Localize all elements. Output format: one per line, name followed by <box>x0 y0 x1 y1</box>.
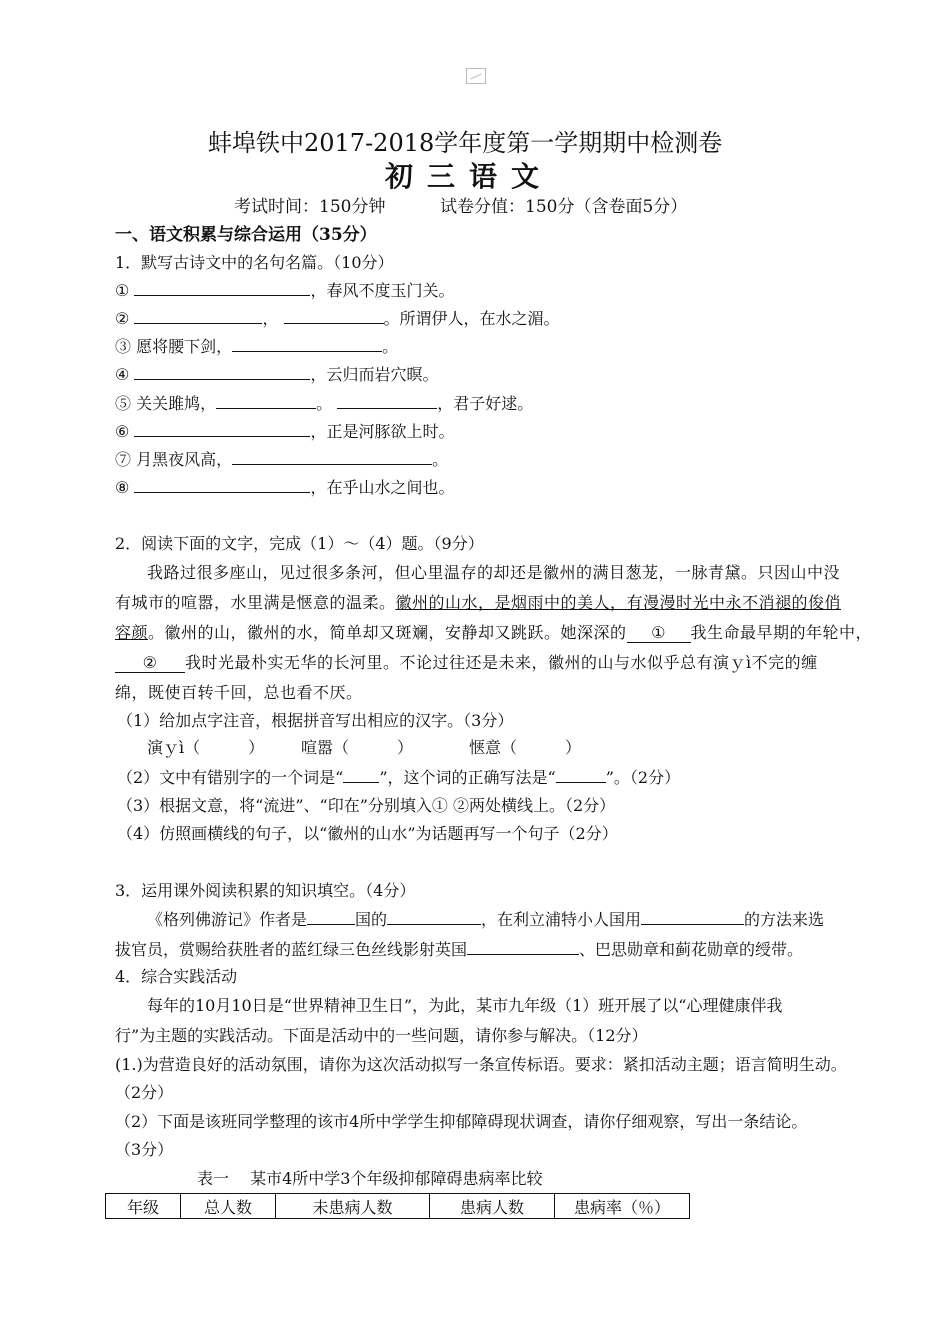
underlined-sentence-end: 容颜 <box>115 623 149 642</box>
q2-passage-line-2: 有城市的喧嚣，水里满是惬意的温柔。徽州的山水，是烟雨中的美人，有漫漫时光中永不消褪的俊俏 <box>115 593 842 612</box>
image-placeholder-icon <box>466 68 486 84</box>
q3-prompt: 3．运用课外阅读积累的知识填空。（4分） <box>115 881 416 900</box>
table-header-cell: 未患病人数 <box>276 1194 430 1219</box>
q1-prompt: 1．默写古诗文中的名句名篇。（10分） <box>115 253 394 272</box>
answer-blank[interactable] <box>343 768 379 783</box>
q2-sub1-c[interactable]: 惬意（ ） <box>469 738 582 757</box>
answer-blank[interactable] <box>232 450 432 465</box>
table-header-cell: 总人数 <box>181 1194 276 1219</box>
answer-blank[interactable] <box>216 394 316 409</box>
table-caption: 表一 某市4所中学3个年级抑郁障碍患病率比较 <box>197 1169 543 1188</box>
blank-2[interactable]: ② <box>115 653 185 673</box>
q4-intro-line-1: 每年的10月10日是“世界精神卫生日”，为此，某市九年级（1）班开展了以“心理健康伴我 <box>147 996 783 1015</box>
q3-line-2: 拔官员，赏赐给获胜者的蓝红绿三色丝线影射英国 、巴思勋章和蓟花勋章的绶带。 <box>115 940 804 959</box>
q1-line-4: ④ ，云归而岩穴暝。 <box>115 365 439 384</box>
answer-blank[interactable] <box>641 910 744 925</box>
answer-blank[interactable] <box>387 910 481 925</box>
answer-blank[interactable] <box>134 478 310 493</box>
depression-rate-table <box>105 1193 690 1219</box>
answer-blank[interactable] <box>467 940 579 955</box>
table-header-cell: 患病率（％） <box>555 1194 690 1219</box>
answer-blank[interactable] <box>232 337 382 352</box>
q1-line-6: ⑥ ，正是河豚欲上时。 <box>115 422 455 441</box>
page-title: 蚌埠铁中2017-2018学年度第一学期期中检测卷 <box>208 129 723 157</box>
blank-1[interactable]: ① <box>627 623 691 643</box>
subject-title: 初三语文 <box>385 160 554 193</box>
q2-sub3: （3）根据文意，将“流进”、“印在”分别填入① ②两处横线上。（2分） <box>117 796 616 815</box>
q4-prompt: 4．综合实践活动 <box>115 967 238 986</box>
q2-sub2: （2）文中有错别字的一个词是“ ”，这个词的正确写法是“ ”。（2分） <box>117 768 681 787</box>
table-header-cell: 年级 <box>106 1194 181 1219</box>
q1-line-5: ⑤ 关关雎鸠， 。 ，君子好逑。 <box>115 394 534 413</box>
q2-sub1: （1）给加点字注音，根据拼音写出相应的汉字。（3分） <box>117 711 514 730</box>
q2-passage-line-5: 绵，既使百转千回，总也看不厌。 <box>115 683 363 702</box>
answer-blank[interactable] <box>134 422 310 437</box>
answer-blank[interactable] <box>284 309 384 324</box>
table-header-cell: 患病人数 <box>430 1194 555 1219</box>
q1-line-3: ③ 愿将腰下剑， 。 <box>115 337 399 356</box>
underlined-sentence: 徽州的山水，是烟雨中的美人，有漫漫时光中永不消褪的俊俏 <box>395 593 842 612</box>
q4-sub2: （2）下面是该班同学整理的该市4所中学学生抑郁障碍现状调查，请你仔细观察，写出一条结论。 <box>115 1112 808 1131</box>
q2-sub4: （4）仿照画横线的句子，以“徽州的山水”为话题再写一个句子（2分） <box>117 824 618 843</box>
q4-sub1-points: （2分） <box>115 1083 174 1102</box>
section-title: 一、语文积累与综合运用（35分） <box>115 225 377 245</box>
q4-sub1: (1.)为营造良好的活动氛围，请你为这次活动拟写一条宣传标语。要求：紧扣活动主题；语言简明生动。 <box>115 1055 847 1074</box>
q2-passage-line-3: 容颜。徽州的山，徽州的水，简单却又斑斓，安静却又跳跃。她深深的 ① 我生命最早期的年轮中， <box>115 623 873 642</box>
answer-blank[interactable] <box>556 768 606 783</box>
answer-blank[interactable] <box>337 394 437 409</box>
answer-blank[interactable] <box>134 281 310 296</box>
table-header-row <box>106 1194 690 1219</box>
q2-prompt: 2．阅读下面的文字，完成（1）～（4）题。（9分） <box>115 534 484 553</box>
q1-line-7: ⑦ 月黑夜风高， 。 <box>115 450 449 469</box>
answer-blank[interactable] <box>134 365 310 380</box>
q4-sub2-points: （3分） <box>115 1140 174 1159</box>
answer-blank[interactable] <box>307 910 355 925</box>
q2-passage-line-1: 我路过很多座山，见过很多条河，但心里温存的却还是徽州的满目葱茏，一脉青黛。只因山中没 <box>147 563 841 582</box>
q1-line-2: ② ， 。所谓伊人，在水之湄。 <box>115 309 560 328</box>
q2-sub1-b[interactable]: 喧嚣（ ） <box>301 738 414 757</box>
q1-line-8: ⑧ ，在乎山水之间也。 <box>115 478 455 497</box>
q2-sub1-a[interactable]: 演ｙì（ ） <box>147 738 265 757</box>
q4-intro-line-2: 行”为主题的实践活动。下面是活动中的一些问题，请你参与解决。（12分） <box>115 1026 648 1045</box>
exam-score: 试卷分值：150分（含卷面5分） <box>440 197 688 217</box>
answer-blank[interactable] <box>134 309 262 324</box>
q3-line-1: 《格列佛游记》作者是 国的 ，在利立浦特小人国用 的方法来选 <box>147 910 825 929</box>
q2-passage-line-4: ② 我时光最朴实无华的长河里。不论过往还是未来，徽州的山与水似乎总有演ｙì不完的缠 <box>115 650 818 673</box>
exam-time: 考试时间：150分钟 <box>234 197 386 217</box>
q1-line-1: ① ，春风不度玉门关。 <box>115 281 455 300</box>
